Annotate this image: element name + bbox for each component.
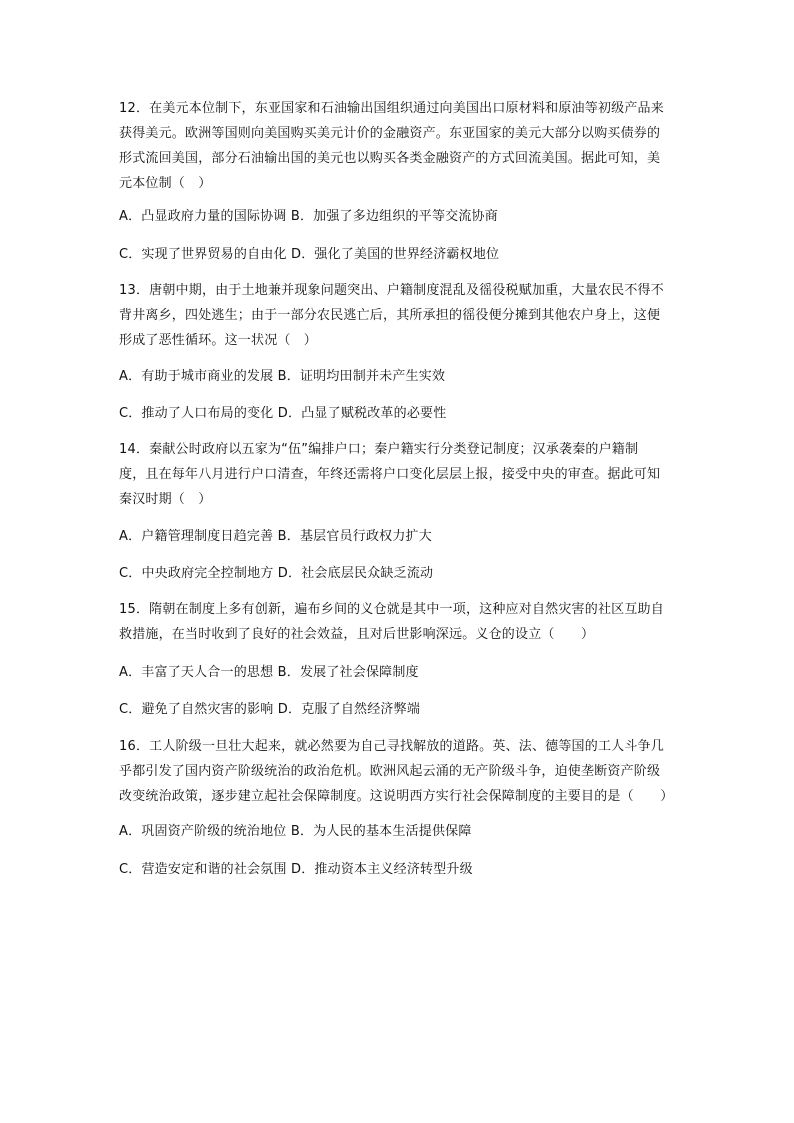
- option-line: A．有助于城市商业的发展 B．证明均田制并未产生实效: [119, 369, 446, 384]
- question-12-stem: [119, 96, 675, 196]
- stem-line: 12．在美元本位制下，东亚国家和石油输出国组织通过向美国出口原材料和原油等初级产品来: [119, 101, 664, 116]
- option-line: C．避免了自然灾害的影响 D．克服了自然经济弊端: [119, 702, 421, 717]
- question-16-stem: [119, 734, 675, 809]
- stem-line: 14．秦献公时政府以五家为“伍”编排户口；秦户籍实行分类登记制度；汉承袭秦的户籍制: [119, 442, 639, 457]
- option-line: C．推动了人口布局的变化 D．凸显了赋税改革的必要性: [119, 406, 447, 421]
- question-13-options-cd: [119, 401, 675, 426]
- question-15-options-cd: [119, 697, 675, 722]
- stem-line: 16．工人阶级一旦壮大起来，就必然要为自己寻找解放的道路。英、法、德等国的工人斗争几: [119, 739, 664, 754]
- stem-line: 元本位制（ ）: [119, 176, 212, 191]
- stem-line: 获得美元。欧洲等国则向美国购买美元计价的金融资产。东亚国家的美元大部分以购买债券的: [119, 126, 661, 141]
- question-12-options-ab: [119, 204, 675, 229]
- stem-line: 改变统治政策，逐步建立起社会保障制度。这说明西方实行社会保障制度的主要目的是（ ）: [119, 789, 674, 804]
- stem-line: 形成了恶性循环。这一状况（ ）: [119, 333, 318, 348]
- stem-line: 度，且在每年八月进行户口清查，年终还需将户口变化层层上报，接受中央的审查。据此可知: [119, 467, 661, 482]
- question-12-options-cd: [119, 242, 675, 267]
- option-line: C．中央政府完全控制地方 D．社会底层民众缺乏流动: [119, 566, 434, 581]
- option-line: A．户籍管理制度日趋完善 B．基层官员行政权力扩大: [119, 529, 432, 544]
- stem-line: 形式流回美国，部分石油输出国的美元也以购买各类金融资产的方式回流美国。据此可知，美: [119, 151, 661, 166]
- stem-line: 乎都引发了国内资产阶级统治的政治危机。欧洲风起云涌的无产阶级斗争，迫使垄断资产阶级: [119, 764, 661, 779]
- option-line: A．丰富了天人合一的思想 B．发展了社会保障制度: [119, 665, 419, 680]
- question-14-stem: [119, 437, 675, 512]
- stem-line: 救措施，在当时收到了良好的社会效益，且对后世影响深远。义仓的设立（ ）: [119, 627, 595, 642]
- stem-line: 背井离乡，四处逃生；由于一部分农民逃亡后，其所承担的徭役便分摊到其他农户身上，这便: [119, 308, 661, 323]
- question-13-options-ab: [119, 364, 675, 389]
- stem-line: 秦汉时期（ ）: [119, 492, 212, 507]
- question-15-stem: [119, 597, 675, 647]
- question-16-options-ab: [119, 819, 675, 844]
- question-14-options-cd: [119, 561, 675, 586]
- question-15-options-ab: [119, 660, 675, 685]
- option-line: A．巩固资产阶级的统治地位 B．为人民的基本生活提供保障: [119, 824, 472, 839]
- stem-line: 13．唐朝中期，由于土地兼并现象问题突出、户籍制度混乱及徭役税赋加重，大量农民不得不: [119, 283, 664, 298]
- option-line: A．凸显政府力量的国际协调 B．加强了多边组织的平等交流协商: [119, 209, 498, 224]
- option-line: C．实现了世界贸易的自由化 D．强化了美国的世界经济霸权地位: [119, 247, 500, 262]
- option-line: C．营造安定和谐的社会氛围 D．推动资本主义经济转型升级: [119, 862, 473, 877]
- question-16-options-cd: [119, 857, 675, 882]
- stem-line: 15．隋朝在制度上多有创新，遍布乡间的义仓就是其中一项，这种应对自然灾害的社区互助自: [119, 602, 664, 617]
- question-13-stem: [119, 278, 675, 353]
- question-14-options-ab: [119, 524, 675, 549]
